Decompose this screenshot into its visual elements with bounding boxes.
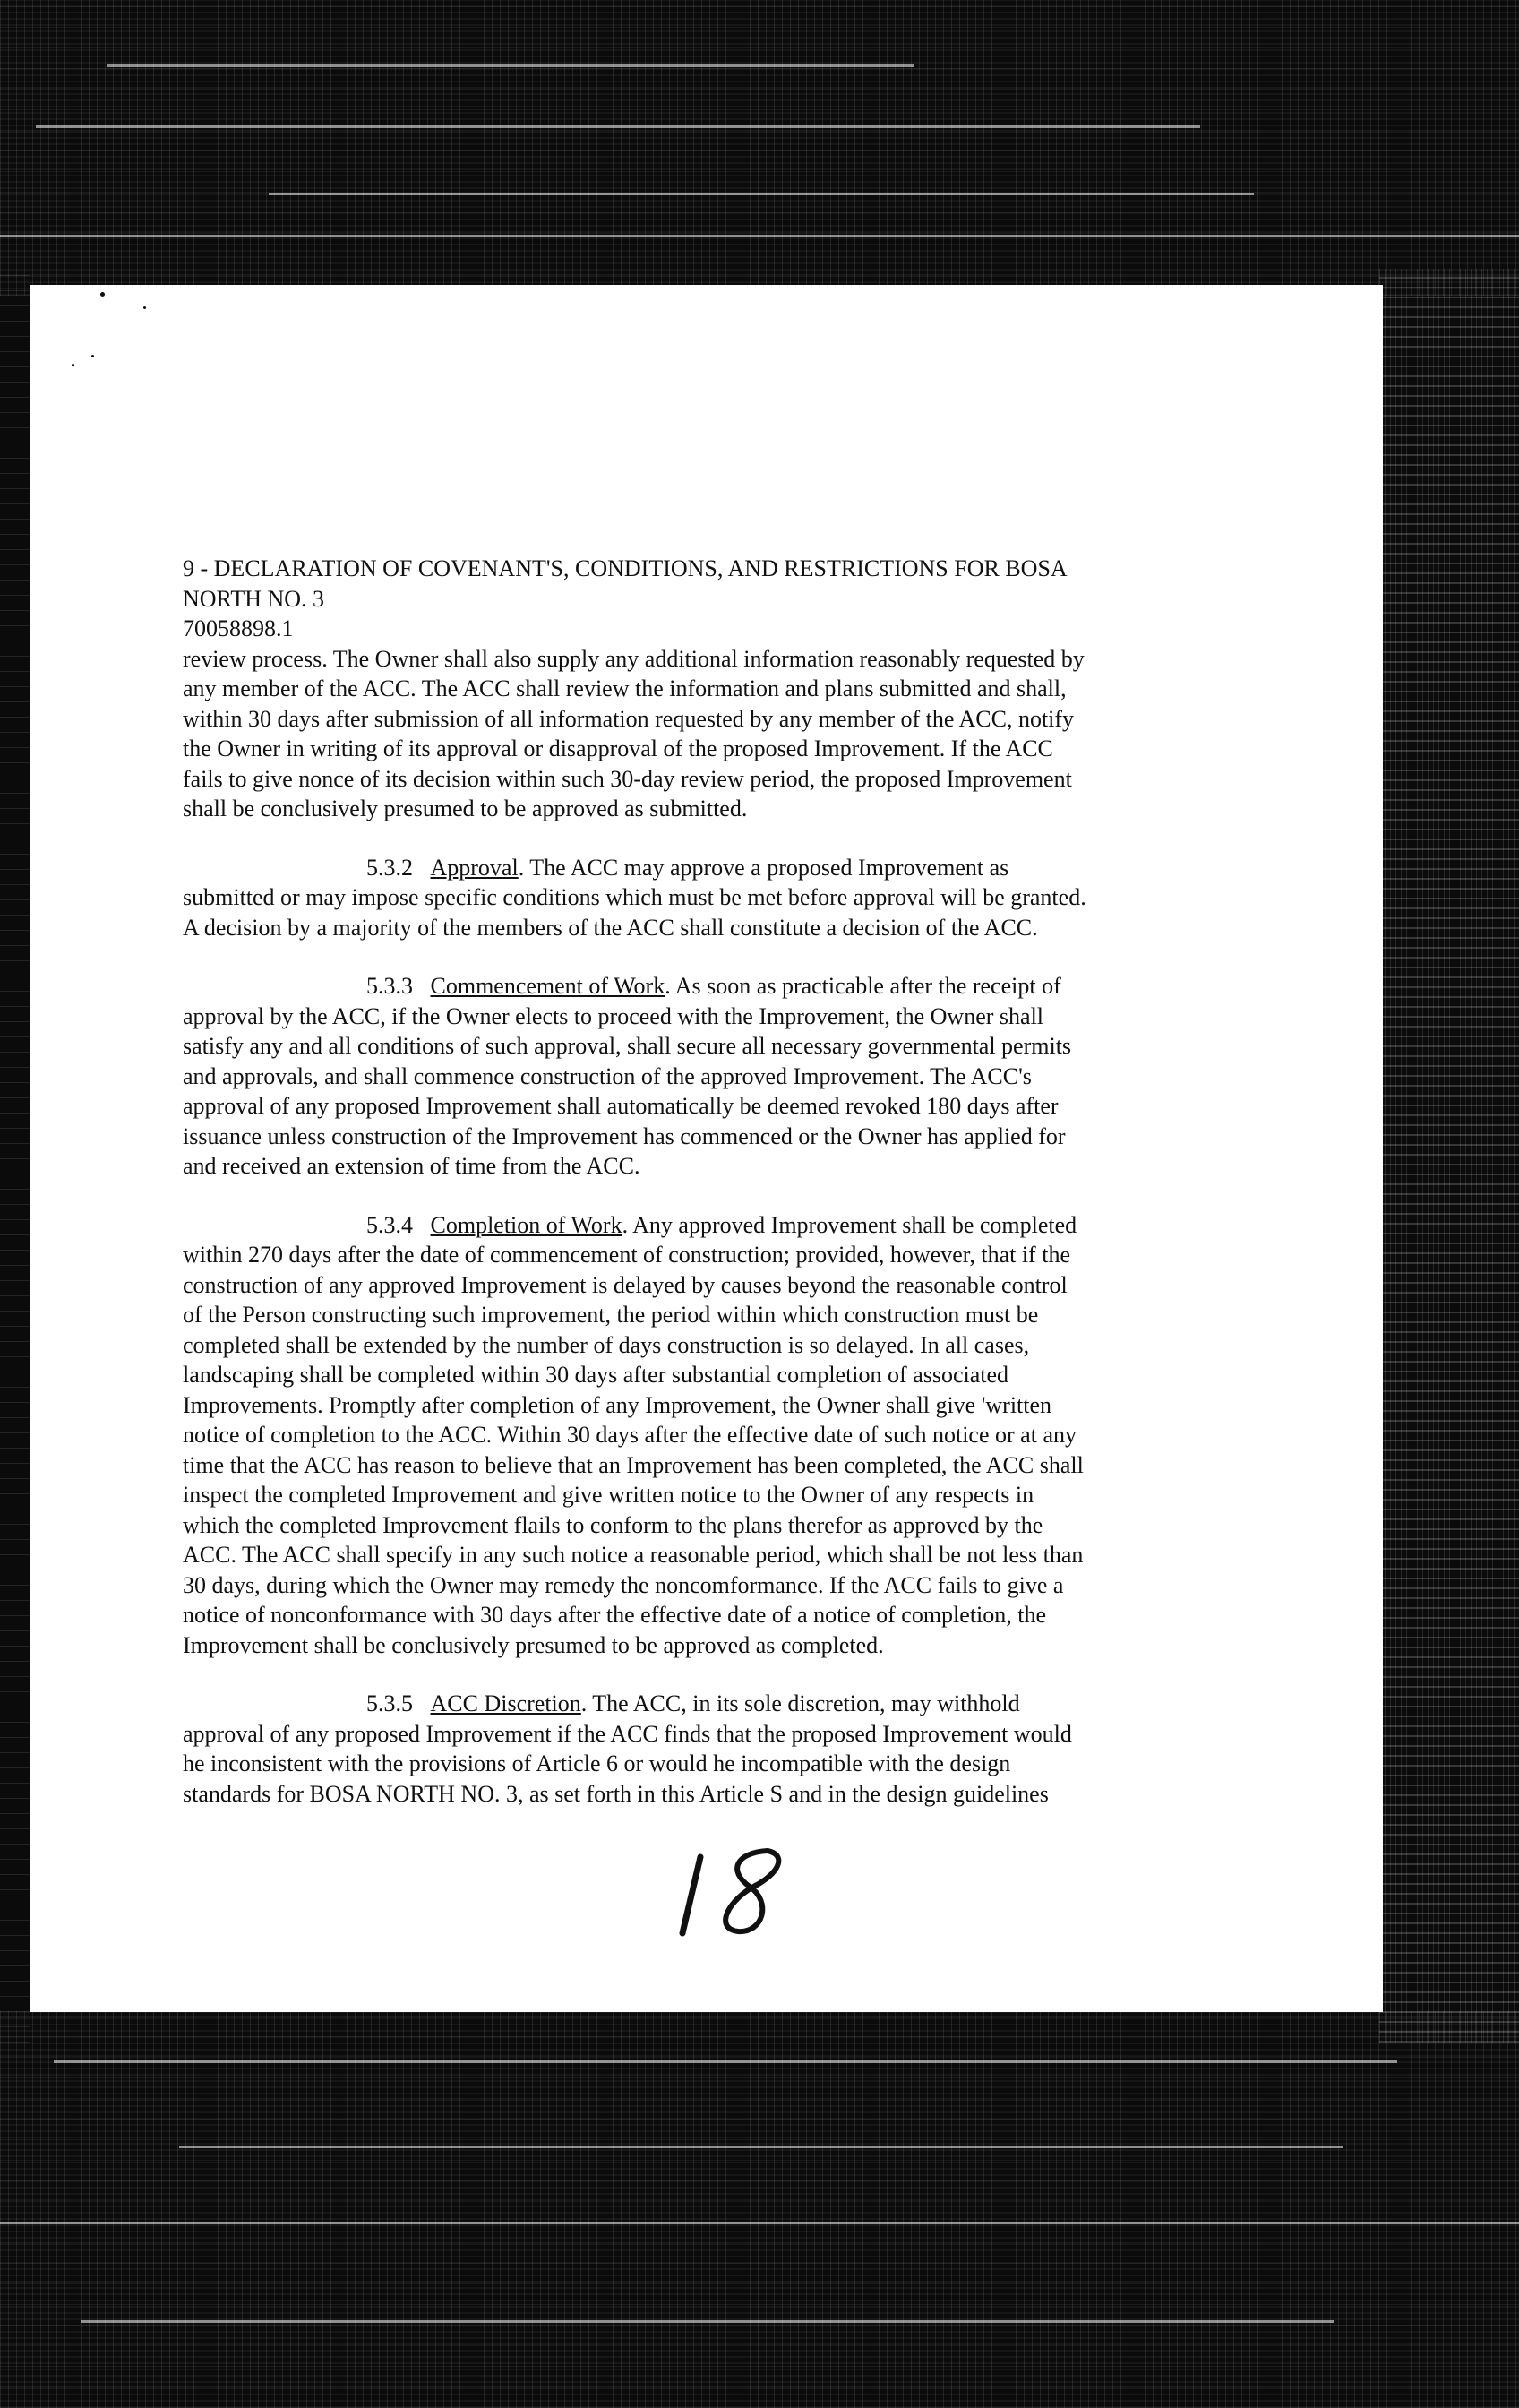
paragraph-line: approval of any proposed Improvement if the ACC finds that the proposed Improvement would (183, 1720, 1072, 1747)
paragraph-line: landscaping shall be completed within 30 days after substantial completion of associated (183, 1362, 1009, 1388)
section-number: 5.3.2 (366, 854, 413, 881)
paragraph-line: he inconsistent with the provisions of Article 6 or would he incompatible with the design (183, 1750, 1011, 1776)
paragraph-line: approval of any proposed Improvement shall automatically be deemed revoked 180 days after (183, 1093, 1059, 1119)
section-first-line-text: . The ACC may approve a proposed Improvement as (518, 854, 1009, 881)
scan-streak (81, 2320, 1334, 2323)
paragraph-gap (183, 824, 1257, 853)
intro-paragraph (183, 644, 1257, 824)
paragraph-line: and received an extension of time from the ACC. (183, 1153, 640, 1179)
section-5-3-4 (183, 1210, 1257, 1661)
scan-streak (107, 64, 914, 67)
section-5-3-2 (183, 853, 1257, 943)
paragraph-line: Improvements. Promptly after completion of any Improvement, the Owner shall give 'written (183, 1391, 1052, 1418)
scan-noise-bottom (0, 2011, 1519, 2408)
paragraph-line: fails to give nonce of its decision within such 30-day review period, the proposed Improvement (183, 765, 1072, 792)
paragraph-gap (183, 1182, 1257, 1210)
paragraph-line: any member of the ACC. The ACC shall review the information and plans submitted and shall, (183, 675, 1067, 701)
paragraph-line: review process. The Owner shall also supply any additional information reasonably requested by (183, 645, 1085, 672)
paragraph-line: approval by the ACC, if the Owner elects to proceed with the Improvement, the Owner shall (183, 1002, 1044, 1029)
scan-noise-top (0, 0, 1519, 296)
scan-streak (0, 235, 1519, 237)
paragraph-gap (183, 1660, 1257, 1689)
scan-edge-left (0, 269, 30, 2042)
paragraph-line: inspect the completed Improvement and give written notice to the Owner of any respects in (183, 1482, 1034, 1508)
section-number: 5.3.4 (366, 1211, 413, 1238)
paragraph-line: standards for BOSA NORTH NO. 3, as set forth in this Article S and in the design guidelines (183, 1780, 1049, 1807)
section-first-line-text: . As soon as practicable after the receipt of (665, 973, 1061, 999)
paragraph-line: shall be conclusively presumed to be approved as submitted. (183, 796, 748, 821)
section-number: 5.3.5 (366, 1690, 413, 1716)
paragraph-line: within 30 days after submission of all information requested by any member of the ACC, notify (183, 705, 1075, 732)
paragraph-line: notice of completion to the ACC. Within 30 days after the effective date of such notice or at any (183, 1422, 1077, 1448)
paragraph-line: ACC. The ACC shall specify in any such notice a reasonable period, which shall be not less than (183, 1542, 1084, 1568)
section-heading: Commencement of Work (430, 973, 665, 999)
section-first-line-text: . The ACC, in its sole discretion, may withhold (580, 1690, 1020, 1716)
scan-speck (72, 364, 74, 366)
section-5-3-3 (183, 971, 1257, 1182)
section-first-line (183, 1210, 1257, 1241)
section-number: 5.3.3 (366, 973, 413, 999)
scan-speck (100, 292, 105, 297)
paragraph-line: completed shall be extended by the number of days construction is so delayed. In all cases, (183, 1331, 1030, 1358)
scan-streak (36, 125, 1200, 128)
scan-speck (91, 355, 94, 357)
paragraph-gap (183, 942, 1257, 971)
section-first-line (183, 853, 1257, 883)
paragraph-line: submitted or may impose specific conditions which must be met before approval will be granted. (183, 884, 1086, 910)
paragraph-line: satisfy any and all conditions of such approval, shall secure all necessary governmental permits (183, 1033, 1072, 1059)
section-heading: ACC Discretion (430, 1690, 581, 1716)
scan-streak (269, 193, 1254, 195)
section-first-line-text: . Any approved Improvement shall be completed (622, 1211, 1077, 1238)
document-body (183, 554, 1257, 1809)
section-first-line (183, 971, 1257, 1002)
paragraph-line: the Owner in writing of its approval or disapproval of the proposed Improvement. If the ACC (183, 735, 1053, 761)
paragraph-line: which the completed Improvement flails to conform to the plans therefor as approved by the (183, 1511, 1043, 1538)
paragraph-line: and approvals, and shall commence construction of the approved Improvement. The ACC's (183, 1062, 1032, 1089)
section-5-3-5 (183, 1689, 1257, 1809)
document-number: 70058898.1 (183, 615, 294, 641)
handwritten-page-number (674, 1844, 808, 1942)
document-title-line: NORTH NO. 3 (183, 585, 325, 612)
scan-edge-right (1379, 269, 1519, 2042)
paragraph-line: issuance unless construction of the Improvement has commenced or the Owner has applied for (183, 1122, 1066, 1149)
scan-streak (179, 2146, 1343, 2148)
paragraph-line: within 270 days after the date of commencement of construction; provided, however, that if the (183, 1242, 1070, 1268)
paragraph-line: Improvement shall be conclusively presumed to be approved as completed. (183, 1631, 884, 1658)
scan-streak (0, 2222, 1519, 2224)
paragraph-line: of the Person constructing such improvement, the period within which construction must be (183, 1302, 1039, 1328)
paragraph-line: A decision by a majority of the members of the ACC shall constitute a decision of the ACC. (183, 914, 1038, 941)
paragraph-line: time that the ACC has reason to believe that an Improvement has been completed, the ACC shall (183, 1451, 1084, 1478)
paragraph-line: notice of nonconformance with 30 days after the effective date of a notice of completion, the (183, 1602, 1047, 1628)
section-heading: Completion of Work (430, 1211, 622, 1238)
section-first-line (183, 1689, 1257, 1719)
paragraph-line: construction of any approved Improvement is delayed by causes beyond the reasonable control (183, 1271, 1068, 1298)
document-page (30, 285, 1383, 2012)
section-heading: Approval (430, 854, 519, 881)
paragraph-line: 30 days, during which the Owner may remedy the noncomformance. If the ACC fails to give a (183, 1571, 1064, 1598)
document-title-line: 9 - DECLARATION OF COVENANT'S, CONDITIONS, AND RESTRICTIONS FOR BOSA (183, 555, 1068, 581)
scan-speck (143, 306, 146, 309)
scan-streak (54, 2060, 1397, 2063)
